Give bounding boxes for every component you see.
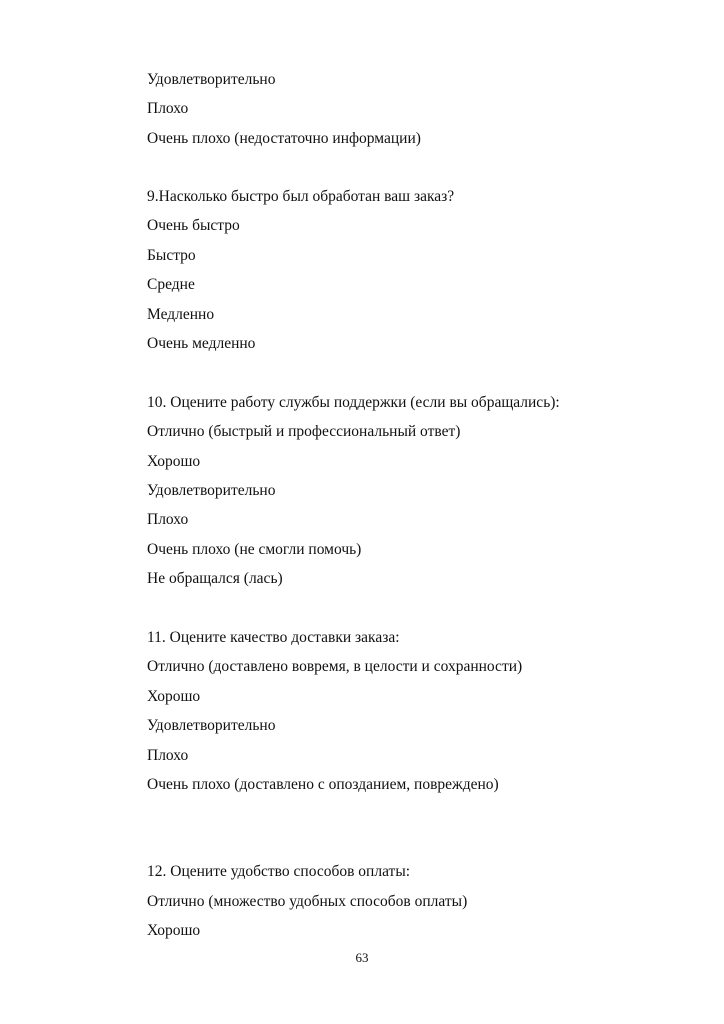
question-9-text: 9.Насколько быстро был обработан ваш заказ? [147, 188, 455, 205]
answer-option: Хорошо [147, 688, 201, 705]
answer-option: Хорошо [147, 922, 201, 939]
question-10-text: 10. Оцените работу службы поддержки (если вы обращались): [147, 394, 560, 411]
question-11-text: 11. Оцените качество доставки заказа: [147, 629, 400, 646]
answer-option: Не обращался (лась) [147, 570, 283, 587]
answer-option: Очень медленно [147, 335, 256, 352]
answer-option: Быстро [147, 247, 196, 264]
answer-option: Удовлетворительно [147, 482, 276, 499]
answer-option: Очень плохо (недостаточно информации) [147, 130, 421, 147]
answer-option: Плохо [147, 747, 189, 764]
question-12-text: 12. Оцените удобство способов оплаты: [147, 863, 411, 880]
answer-option: Средне [147, 276, 195, 293]
answer-option: Очень плохо (доставлено с опозданием, повреждено) [147, 776, 499, 793]
answer-option: Очень плохо (не смогли помочь) [147, 541, 362, 558]
answer-option: Отлично (множество удобных способов оплаты) [147, 893, 468, 910]
answer-option: Хорошо [147, 453, 201, 470]
answer-option: Удовлетворительно [147, 71, 276, 88]
answer-option: Медленно [147, 306, 215, 323]
answer-option: Очень быстро [147, 217, 240, 234]
answer-option: Удовлетворительно [147, 717, 276, 734]
answer-option: Отлично (доставлено вовремя, в целости и сохранности) [147, 658, 523, 675]
answer-option: Плохо [147, 511, 189, 528]
page-number: 63 [355, 950, 369, 965]
answer-option: Плохо [147, 100, 189, 117]
answer-option: Отлично (быстрый и профессиональный ответ) [147, 423, 461, 440]
